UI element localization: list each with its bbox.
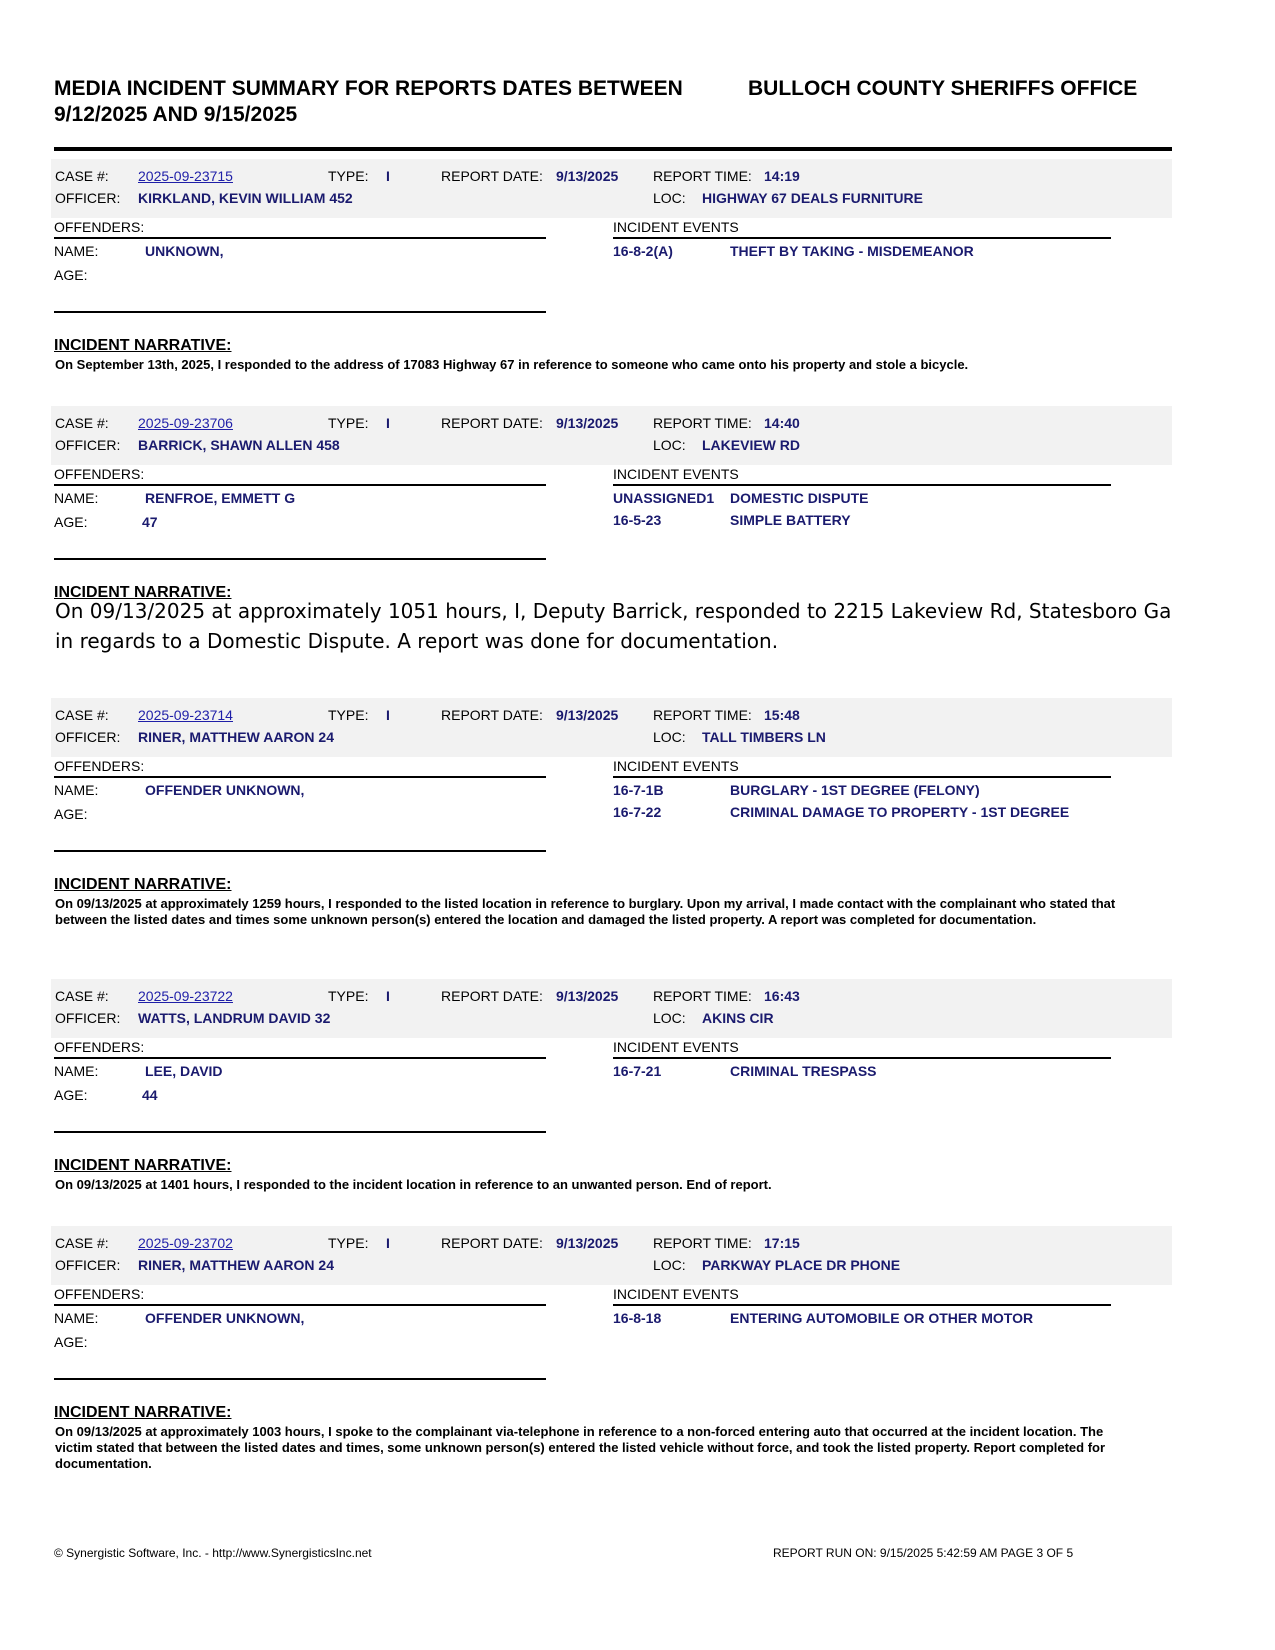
offender-name: UNKNOWN, bbox=[145, 243, 224, 259]
events-rule bbox=[613, 1304, 1111, 1306]
age-label: AGE: bbox=[54, 267, 88, 283]
narrative-text: On 09/13/2025 at 1401 hours, I responded to the incident location in reference to an unwanted person. End of report. bbox=[55, 1177, 772, 1192]
offenders-rule bbox=[54, 484, 546, 486]
officer-value: KIRKLAND, KEVIN WILLIAM 452 bbox=[138, 190, 353, 206]
offender-name: OFFENDER UNKNOWN, bbox=[145, 1310, 305, 1326]
type-value: I bbox=[386, 988, 390, 1004]
incident-events-label: INCIDENT EVENTS bbox=[613, 758, 739, 774]
event-code: 16-7-21 bbox=[613, 1063, 662, 1079]
age-label: AGE: bbox=[54, 1334, 88, 1350]
report-date-label: REPORT DATE: bbox=[441, 415, 543, 431]
case-block bbox=[0, 406, 1275, 653]
report-date-value: 9/13/2025 bbox=[556, 1235, 619, 1251]
case-number-link[interactable]: 2025-09-23715 bbox=[138, 168, 233, 184]
case-block bbox=[0, 159, 1275, 399]
offenders-rule bbox=[54, 1057, 546, 1059]
location-value: TALL TIMBERS LN bbox=[702, 729, 826, 745]
report-date-value: 9/13/2025 bbox=[556, 168, 619, 184]
location-value: LAKEVIEW RD bbox=[702, 437, 800, 453]
narrative-heading: INCIDENT NARRATIVE: bbox=[54, 584, 232, 601]
event-description: DOMESTIC DISPUTE bbox=[730, 490, 869, 506]
report-time-label: REPORT TIME: bbox=[653, 1235, 752, 1251]
report-time-label: REPORT TIME: bbox=[653, 707, 752, 723]
incident-events-label: INCIDENT EVENTS bbox=[613, 1286, 739, 1302]
footer-report-run: REPORT RUN ON: 9/15/2025 5:42:59 AM PAGE 3 OF 5 bbox=[773, 1546, 1074, 1560]
incident-events-label: INCIDENT EVENTS bbox=[613, 219, 739, 235]
officer-value: RINER, MATTHEW AARON 24 bbox=[138, 729, 334, 745]
event-description: THEFT BY TAKING - MISDEMEANOR bbox=[730, 243, 974, 259]
event-code: 16-8-2(A) bbox=[613, 243, 673, 259]
case-label: CASE #: bbox=[55, 415, 109, 431]
event-description: BURGLARY - 1ST DEGREE (FELONY) bbox=[730, 782, 980, 798]
event-description: CRIMINAL TRESPASS bbox=[730, 1063, 877, 1079]
offender-name: RENFROE, EMMETT G bbox=[145, 490, 296, 506]
case-number-link[interactable]: 2025-09-23722 bbox=[138, 988, 233, 1004]
officer-value: WATTS, LANDRUM DAVID 32 bbox=[138, 1010, 331, 1026]
offender-name: OFFENDER UNKNOWN, bbox=[145, 782, 305, 798]
location-label: LOC: bbox=[653, 437, 686, 453]
officer-label: OFFICER: bbox=[55, 190, 121, 206]
case-block bbox=[0, 1226, 1275, 1471]
narrative-text: On 09/13/2025 at approximately 1259 hours, I responded to the listed location in reference to burglary. Upon my arrival, I made contact with the complainant who stated that between the listed dates and times some unknown person(s) entered the location and damaged the listed property. A report was completed for documentation. bbox=[55, 896, 1116, 927]
type-value: I bbox=[386, 707, 390, 723]
offenders-label: OFFENDERS: bbox=[54, 1286, 145, 1302]
event-code: 16-8-18 bbox=[613, 1310, 662, 1326]
event-description: SIMPLE BATTERY bbox=[730, 512, 851, 528]
case-block bbox=[0, 979, 1275, 1219]
narrative-heading: INCIDENT NARRATIVE: bbox=[54, 337, 232, 354]
officer-value: RINER, MATTHEW AARON 24 bbox=[138, 1257, 334, 1273]
age-label: AGE: bbox=[54, 806, 88, 822]
offenders-rule bbox=[54, 237, 546, 239]
case-number-link[interactable]: 2025-09-23702 bbox=[138, 1235, 233, 1251]
location-label: LOC: bbox=[653, 1010, 686, 1026]
name-label: NAME: bbox=[54, 243, 99, 259]
report-time-value: 16:43 bbox=[764, 988, 800, 1004]
report-time-label: REPORT TIME: bbox=[653, 415, 752, 431]
events-rule bbox=[613, 237, 1111, 239]
offenders-bottom-rule bbox=[54, 311, 546, 313]
agency-name: BULLOCH COUNTY SHERIFFS OFFICE bbox=[748, 77, 1138, 100]
event-code: UNASSIGNED1 bbox=[613, 490, 715, 506]
officer-value: BARRICK, SHAWN ALLEN 458 bbox=[138, 437, 340, 453]
report-date-label: REPORT DATE: bbox=[441, 1235, 543, 1251]
incident-events-label: INCIDENT EVENTS bbox=[613, 1039, 739, 1055]
type-label: TYPE: bbox=[328, 707, 369, 723]
location-value: PARKWAY PLACE DR PHONE bbox=[702, 1257, 901, 1273]
narrative-heading: INCIDENT NARRATIVE: bbox=[54, 1157, 232, 1174]
narrative-heading: INCIDENT NARRATIVE: bbox=[54, 876, 232, 893]
case-label: CASE #: bbox=[55, 707, 109, 723]
name-label: NAME: bbox=[54, 490, 99, 506]
officer-label: OFFICER: bbox=[55, 729, 121, 745]
officer-label: OFFICER: bbox=[55, 437, 121, 453]
report-time-value: 14:19 bbox=[764, 168, 800, 184]
offender-age: 47 bbox=[142, 514, 158, 530]
offender-age: 44 bbox=[142, 1087, 158, 1103]
type-label: TYPE: bbox=[328, 988, 369, 1004]
report-time-label: REPORT TIME: bbox=[653, 988, 752, 1004]
event-code: 16-7-1B bbox=[613, 782, 664, 798]
incident-events-label: INCIDENT EVENTS bbox=[613, 466, 739, 482]
case-number-link[interactable]: 2025-09-23706 bbox=[138, 415, 233, 431]
offenders-label: OFFENDERS: bbox=[54, 219, 145, 235]
offenders-rule bbox=[54, 776, 546, 778]
name-label: NAME: bbox=[54, 1063, 99, 1079]
narrative-text: On 09/13/2025 at approximately 1003 hours, I spoke to the complainant via-telephone in reference to a non-forced entering auto that occurred at the incident location. The victim stated that between the listed dates and times, some unknown person(s) entered the listed vehicle without force, and took the listed property. Report completed for documentation. bbox=[55, 1424, 1106, 1471]
report-date-label: REPORT DATE: bbox=[441, 988, 543, 1004]
type-value: I bbox=[386, 1235, 390, 1251]
offender-name: LEE, DAVID bbox=[145, 1063, 223, 1079]
offenders-bottom-rule bbox=[54, 558, 546, 560]
narrative-text: On September 13th, 2025, I responded to the address of 17083 Highway 67 in reference to someone who came onto his property and stole a bicycle. bbox=[55, 357, 969, 372]
location-label: LOC: bbox=[653, 1257, 686, 1273]
report-time-value: 14:40 bbox=[764, 415, 800, 431]
age-label: AGE: bbox=[54, 514, 88, 530]
offenders-bottom-rule bbox=[54, 1131, 546, 1133]
case-label: CASE #: bbox=[55, 168, 109, 184]
narrative-text: On 09/13/2025 at approximately 1051 hours, I, Deputy Barrick, responded to 2215 Lakeview Rd, Statesboro Ga in regards to a Domestic Dispute. A report was done for documentation. bbox=[55, 599, 1172, 653]
offenders-bottom-rule bbox=[54, 1378, 546, 1380]
location-label: LOC: bbox=[653, 190, 686, 206]
age-label: AGE: bbox=[54, 1087, 88, 1103]
events-rule bbox=[613, 484, 1111, 486]
case-number-link[interactable]: 2025-09-23714 bbox=[138, 707, 233, 723]
name-label: NAME: bbox=[54, 782, 99, 798]
footer-copyright: © Synergistic Software, Inc. - http://www.SynergisticsInc.net bbox=[54, 1546, 372, 1560]
report-date-label: REPORT DATE: bbox=[441, 707, 543, 723]
type-label: TYPE: bbox=[328, 168, 369, 184]
offenders-label: OFFENDERS: bbox=[54, 1039, 145, 1055]
offenders-label: OFFENDERS: bbox=[54, 466, 145, 482]
report-time-label: REPORT TIME: bbox=[653, 168, 752, 184]
case-label: CASE #: bbox=[55, 1235, 109, 1251]
report-date-value: 9/13/2025 bbox=[556, 988, 619, 1004]
case-block bbox=[0, 698, 1275, 938]
officer-label: OFFICER: bbox=[55, 1010, 121, 1026]
report-date-value: 9/13/2025 bbox=[556, 415, 619, 431]
location-value: HIGHWAY 67 DEALS FURNITURE bbox=[702, 190, 923, 206]
report-date-value: 9/13/2025 bbox=[556, 707, 619, 723]
narrative-heading: INCIDENT NARRATIVE: bbox=[54, 1404, 232, 1421]
location-value: AKINS CIR bbox=[702, 1010, 774, 1026]
type-label: TYPE: bbox=[328, 415, 369, 431]
report-time-value: 17:15 bbox=[764, 1235, 800, 1251]
type-value: I bbox=[386, 168, 390, 184]
event-description: ENTERING AUTOMOBILE OR OTHER MOTOR bbox=[730, 1310, 1034, 1326]
location-label: LOC: bbox=[653, 729, 686, 745]
offenders-bottom-rule bbox=[54, 850, 546, 852]
events-rule bbox=[613, 1057, 1111, 1059]
offenders-label: OFFENDERS: bbox=[54, 758, 145, 774]
type-label: TYPE: bbox=[328, 1235, 369, 1251]
events-rule bbox=[613, 776, 1111, 778]
offenders-rule bbox=[54, 1304, 546, 1306]
report-date-label: REPORT DATE: bbox=[441, 168, 543, 184]
header-divider bbox=[54, 147, 1172, 151]
name-label: NAME: bbox=[54, 1310, 99, 1326]
event-code: 16-5-23 bbox=[613, 512, 662, 528]
officer-label: OFFICER: bbox=[55, 1257, 121, 1273]
report-title: MEDIA INCIDENT SUMMARY FOR REPORTS DATES BETWEEN 9/12/2025 AND 9/15/2025 bbox=[54, 77, 683, 126]
case-label: CASE #: bbox=[55, 988, 109, 1004]
event-description: CRIMINAL DAMAGE TO PROPERTY - 1ST DEGREE bbox=[730, 804, 1070, 820]
type-value: I bbox=[386, 415, 390, 431]
event-code: 16-7-22 bbox=[613, 804, 662, 820]
report-time-value: 15:48 bbox=[764, 707, 800, 723]
